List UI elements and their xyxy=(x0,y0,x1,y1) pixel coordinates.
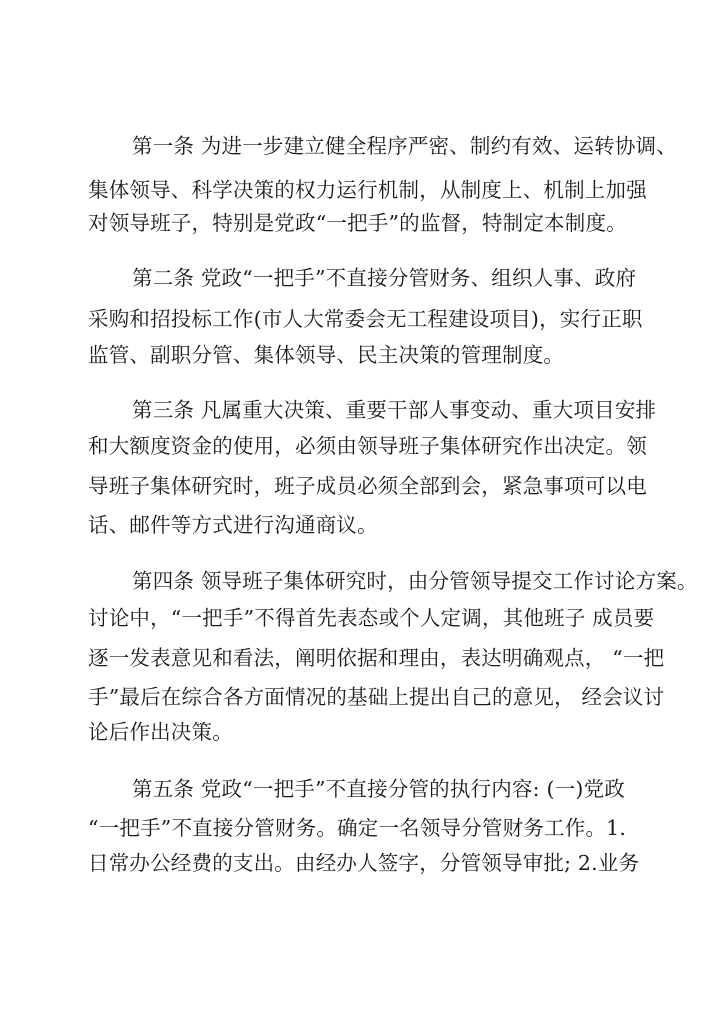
paragraph-line: 采购和招投标工作(市人大常委会无工程建设项目)，实行正职 xyxy=(88,307,643,331)
paragraph-line: 手”最后在综合各方面情况的基础上提出自己的意见， 经会议讨 xyxy=(88,685,665,709)
paragraph-line: 集体领导、科学决策的权力运行机制，从制度上、机制上加强 xyxy=(88,178,647,202)
paragraph-line: “一把手”不直接分管财务。确定一名领导分管财务工作。1. xyxy=(88,816,627,840)
paragraph-line: 对领导班子，特别是党政“一把手”的监督，特制定本制度。 xyxy=(88,211,627,235)
paragraph-line: 讨论中，“一把手”不得首先表态或个人定调，其他班子 成员要 xyxy=(88,606,655,630)
paragraph-line: 导班子集体研究时，班子成员必须全部到会，紧急事项可以电 xyxy=(88,474,647,498)
paragraph-line: 第五条 党政“一把手”不直接分管的执行内容: (一)党政 xyxy=(132,777,625,801)
paragraph-line: 第一条 为进一步建立健全程序严密、制约有效、运转协调、 xyxy=(132,134,677,158)
paragraph-line: 论后作出决策。 xyxy=(88,720,233,744)
paragraph-line: 监管、副职分管、集体领导、民主决策的管理制度。 xyxy=(88,343,565,367)
paragraph-line: 话、邮件等方式进行沟通商议。 xyxy=(88,513,378,537)
paragraph-line: 第三条 凡属重大决策、重要干部人事变动、重大项目安排 xyxy=(132,398,657,422)
paragraph-line: 第四条 领导班子集体研究时，由分管领导提交工作讨论方案。 xyxy=(132,569,698,593)
paragraph-line: 第二条 党政“一把手”不直接分管财务、组织人事、政府 xyxy=(132,266,637,290)
paragraph-line: 日常办公经费的支出。由经办人签字，分管领导审批; 2.业务 xyxy=(88,851,640,875)
paragraph-line: 和大额度资金的使用，必须由领导班子集体研究作出决定。领 xyxy=(88,434,647,458)
paragraph-line: 逐一发表意见和看法，阐明依据和理由，表达明确观点， “一把 xyxy=(88,646,665,670)
